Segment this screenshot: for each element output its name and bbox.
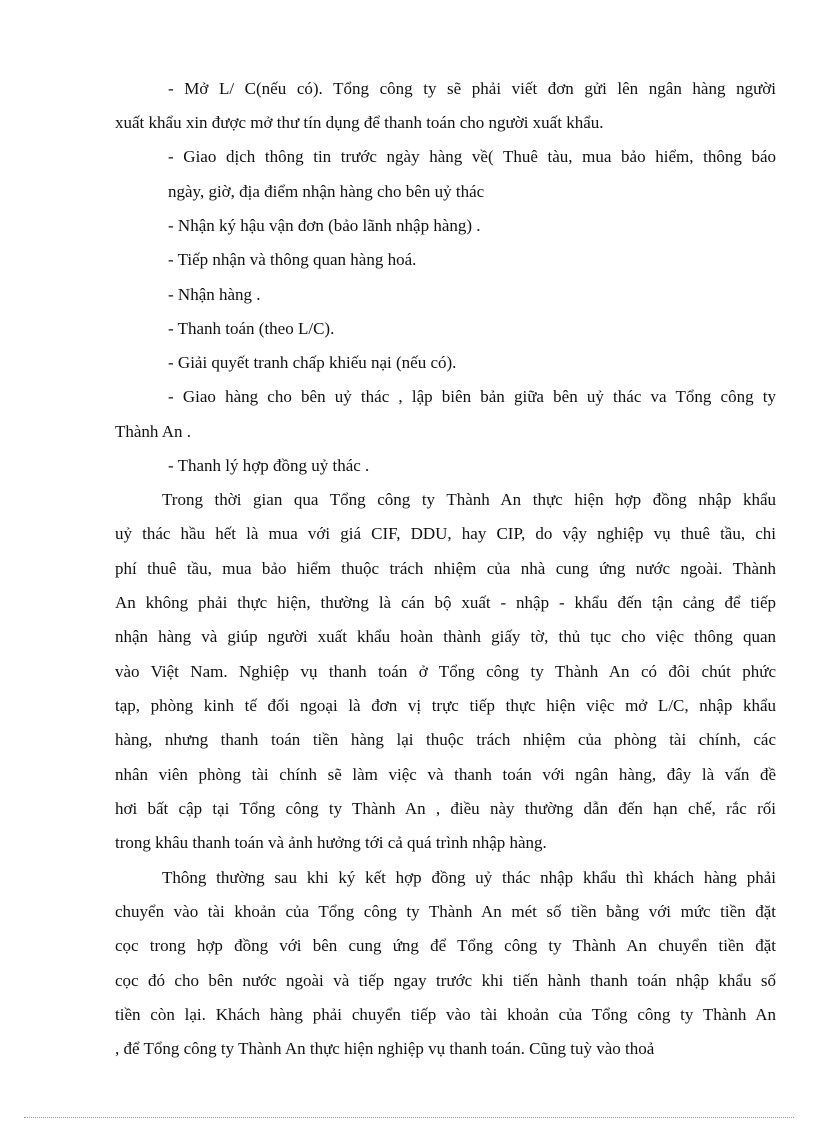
- text-line: , để Tổng công ty Thành An thực hiện nghiệp vụ thanh toán. Cũng tuỳ vào thoả: [115, 1039, 655, 1058]
- text-line: - Giao dịch thông tin trước ngày hàng về( Thuê tàu, mua bảo hiểm, thông báo: [168, 147, 776, 166]
- text-line: xuất khẩu xin được mở thư tín dụng để thanh toán cho người xuất khẩu.: [115, 113, 604, 132]
- text-line: - Thanh toán (theo L/C).: [168, 319, 335, 338]
- text-line: vào Việt Nam. Nghiệp vụ thanh toán ở Tổng công ty Thành An có đôi chút phức: [115, 662, 776, 681]
- text-line: - Mở L/ C(nếu có). Tổng công ty sẽ phải viết đơn gửi lên ngân hàng người: [168, 79, 776, 98]
- text-line: Thành An .: [115, 422, 192, 441]
- text-line: cọc đó cho bên nước ngoài và tiếp ngay trước khi tiến hành thanh toán nhập khẩu số: [115, 971, 776, 990]
- text-line: hơi bất cập tại Tổng công ty Thành An , điều này thường dẫn đến hạn chế, rắc rối: [115, 799, 776, 818]
- text-line: nhận hàng và giúp người xuất khẩu hoàn thành giấy tờ, thủ tục cho việc thông quan: [115, 627, 776, 646]
- text-line: Trong thời gian qua Tổng công ty Thành An thực hiện hợp đồng nhập khẩu: [162, 490, 776, 509]
- text-line: chuyển vào tài khoản của Tổng công ty Thành An mét số tiền bằng với mức tiền đặt: [115, 902, 776, 921]
- text-line: - Nhận ký hậu vận đơn (bảo lãnh nhập hàng) .: [168, 216, 481, 235]
- text-line: - Giải quyết tranh chấp khiếu nại (nếu có).: [168, 353, 457, 372]
- text-line: cọc trong hợp đồng với bên cung ứng để Tổng công ty Thành An chuyển tiền đặt: [115, 936, 776, 955]
- text-line: - Tiếp nhận và thông quan hàng hoá.: [168, 250, 417, 269]
- text-line: ngày, giờ, địa điểm nhận hàng cho bên uỷ thác: [168, 182, 485, 201]
- text-line: nhân viên phòng tài chính sẽ làm việc và thanh toán với ngân hàng, đây là vấn đề: [115, 765, 776, 784]
- text-line: - Thanh lý hợp đồng uỷ thác .: [168, 456, 370, 475]
- text-line: - Nhận hàng .: [168, 285, 261, 304]
- text-line: phí thuê tầu, mua bảo hiểm thuộc trách nhiệm của nhà cung ứng nước ngoài. Thành: [115, 559, 776, 578]
- page-bottom-rule: [24, 1117, 794, 1118]
- text-line: - Giao hàng cho bên uỷ thác , lập biên bản giữa bên uỷ thác va Tổng công ty: [168, 387, 776, 406]
- text-line: tạp, phòng kinh tế đối ngoại là đơn vị trực tiếp thực hiện việc mở L/C, nhập khẩu: [115, 696, 776, 715]
- text-line: An không phải thực hiện, thường là cán bộ xuất - nhập - khẩu đến tận cảng để tiếp: [115, 593, 776, 612]
- text-line: tiền còn lại. Khách hàng phải chuyển tiếp vào tài khoản của Tổng công ty Thành An: [115, 1005, 776, 1024]
- text-line: Thông thường sau khi ký kết hợp đồng uỷ thác nhập khẩu thì khách hàng phải: [162, 868, 776, 887]
- text-line: trong khâu thanh toán và ảnh hưởng tới cả quá trình nhập hàng.: [115, 833, 547, 852]
- text-line: hàng, nhưng thanh toán tiền hàng lại thuộc trách nhiệm của phòng tài chính, các: [115, 730, 776, 749]
- text-line: uỷ thác hầu hết là mua với giá CIF, DDU, hay CIP, do vậy nghiệp vụ thuê tầu, chi: [115, 524, 776, 543]
